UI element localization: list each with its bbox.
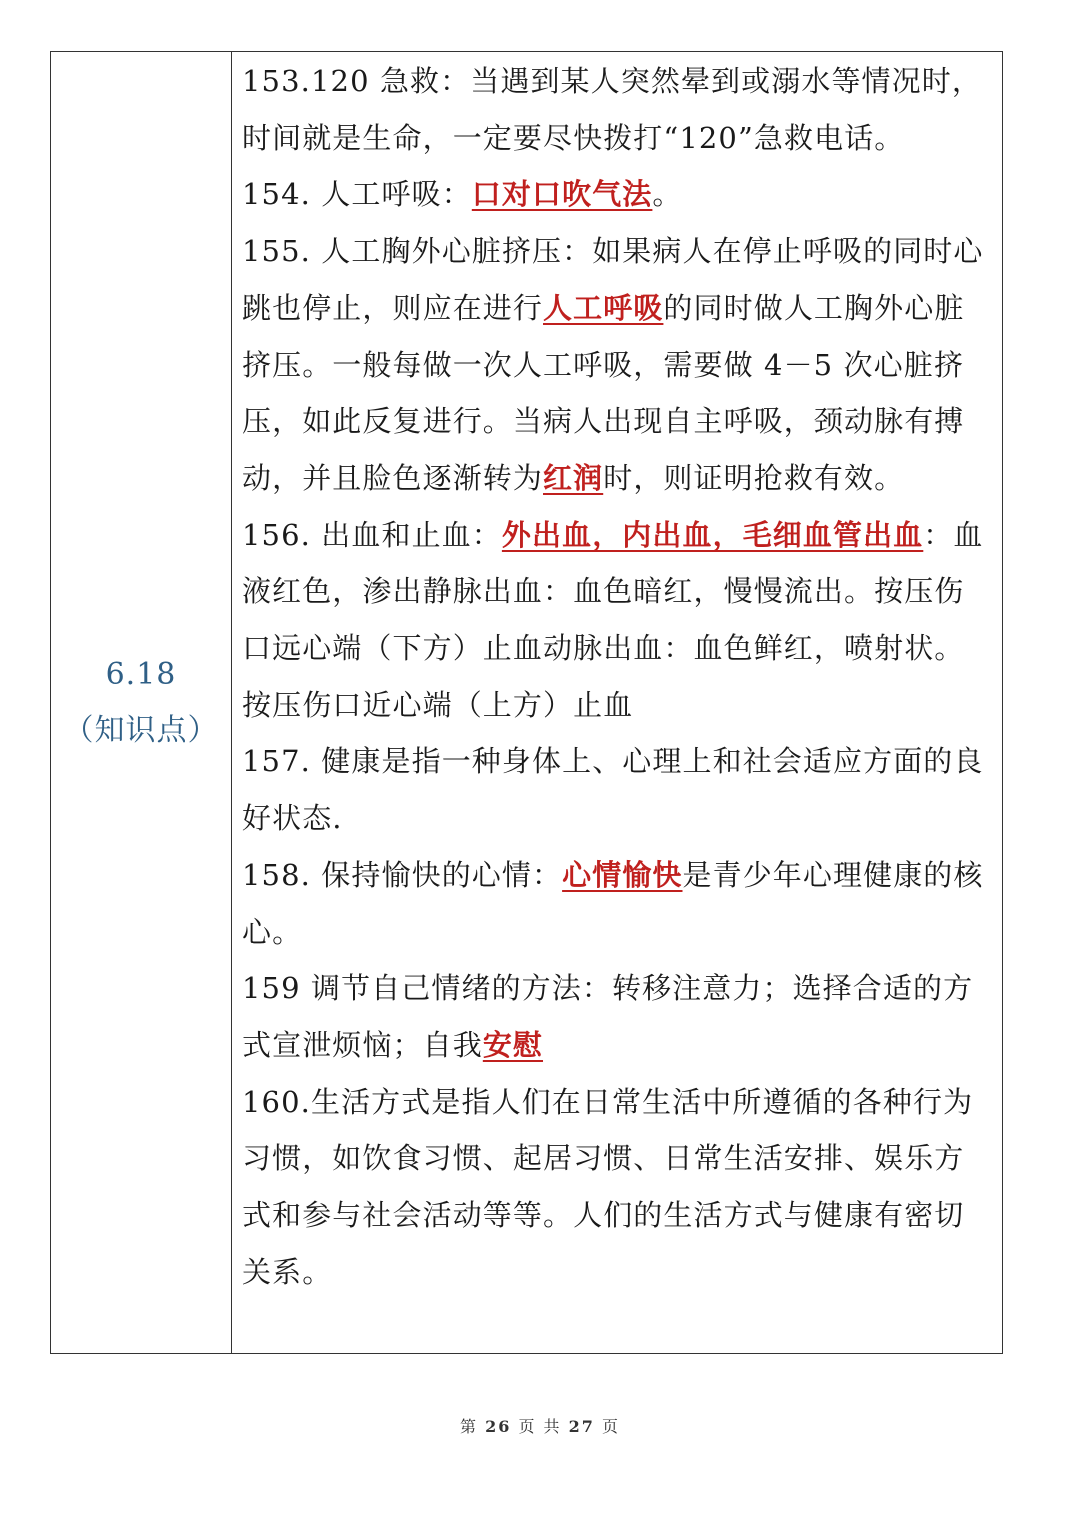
footer-prefix: 第 [459,1417,478,1436]
item-156-text-a: 156. 出血和止血： [242,517,502,552]
item-155-text-a: 155. 人工胸外心脏挤压：如果病人在停止呼吸的同时心跳也停止，则应在进行 [242,234,984,325]
item-153: 153.120 急救：当遇到某人突然晕到或溺水等情况时，时间就是生命，一定要尽快拨打“120”急救电话。 [242,64,982,155]
item-156 [242,507,994,734]
knowledge-table [50,51,1003,1354]
item-159 [242,960,994,1073]
item-154-highlight: 口对口吹气法 [471,177,653,212]
item-157: 157. 健康是指一种身体上、心理上和社会适应方面的良好状态. [242,744,984,836]
item-155-text-b: 的同时做人工胸外心脏挤压。一般每做一次人工呼吸，需要做 4－5 次心脏挤压，如此反复进行。当病人出现自主呼吸，颈动脉有搏动，并且脸色逐渐转为 [242,290,965,495]
date-label: 6.18 [105,656,177,692]
date-cell [51,52,232,1353]
item-154-end: 。 [652,177,683,212]
current-page-number: 26 [485,1417,512,1436]
item-158-text-a: 158. 保持愉快的心情： [242,857,563,892]
item-158-highlight: 心情愉快 [562,857,683,892]
item-155-highlight-1: 人工呼吸 [543,290,664,325]
page-footer [0,1414,1080,1437]
item-156-highlight: 外出血，内出血，毛细血管出血 [501,517,924,552]
item-159-text: 159 调节自己情绪的方法：转移注意力；选择合适的方式宣泄烦恼；自我 [242,971,974,1062]
item-155-highlight-2: 红润 [543,460,604,495]
item-156-text-b: ：血液红色，渗出静脉出血：血色暗红，慢慢流出。按压伤口远心端（下方）止血动脉出血：血色鲜红，喷射状。按压伤口近心端（上方）止血 [242,517,984,722]
footer-suffix: 页 [602,1417,621,1436]
item-154-text: 154. 人工呼吸： [242,177,472,212]
item-154 [242,166,994,223]
total-page-number: 27 [568,1417,595,1436]
footer-middle: 页 共 [518,1417,562,1436]
item-155-text-c: 时，则证明抢救有效。 [603,460,905,495]
item-159-highlight: 安慰 [482,1027,544,1062]
item-155 [242,223,994,507]
item-160: 160.生活方式是指人们在日常生活中所遵循的各种行为习惯，如饮食习惯、起居习惯、日常生活安排、娱乐方式和参与社会活动等等。人们的生活方式与健康有密切关系。 [242,1084,974,1289]
item-158 [242,847,994,960]
content-cell [232,52,1002,1353]
item-158-text-b: 是青少年心理健康的核心。 [242,857,984,949]
knowledge-point-label: （知识点） [63,712,219,748]
